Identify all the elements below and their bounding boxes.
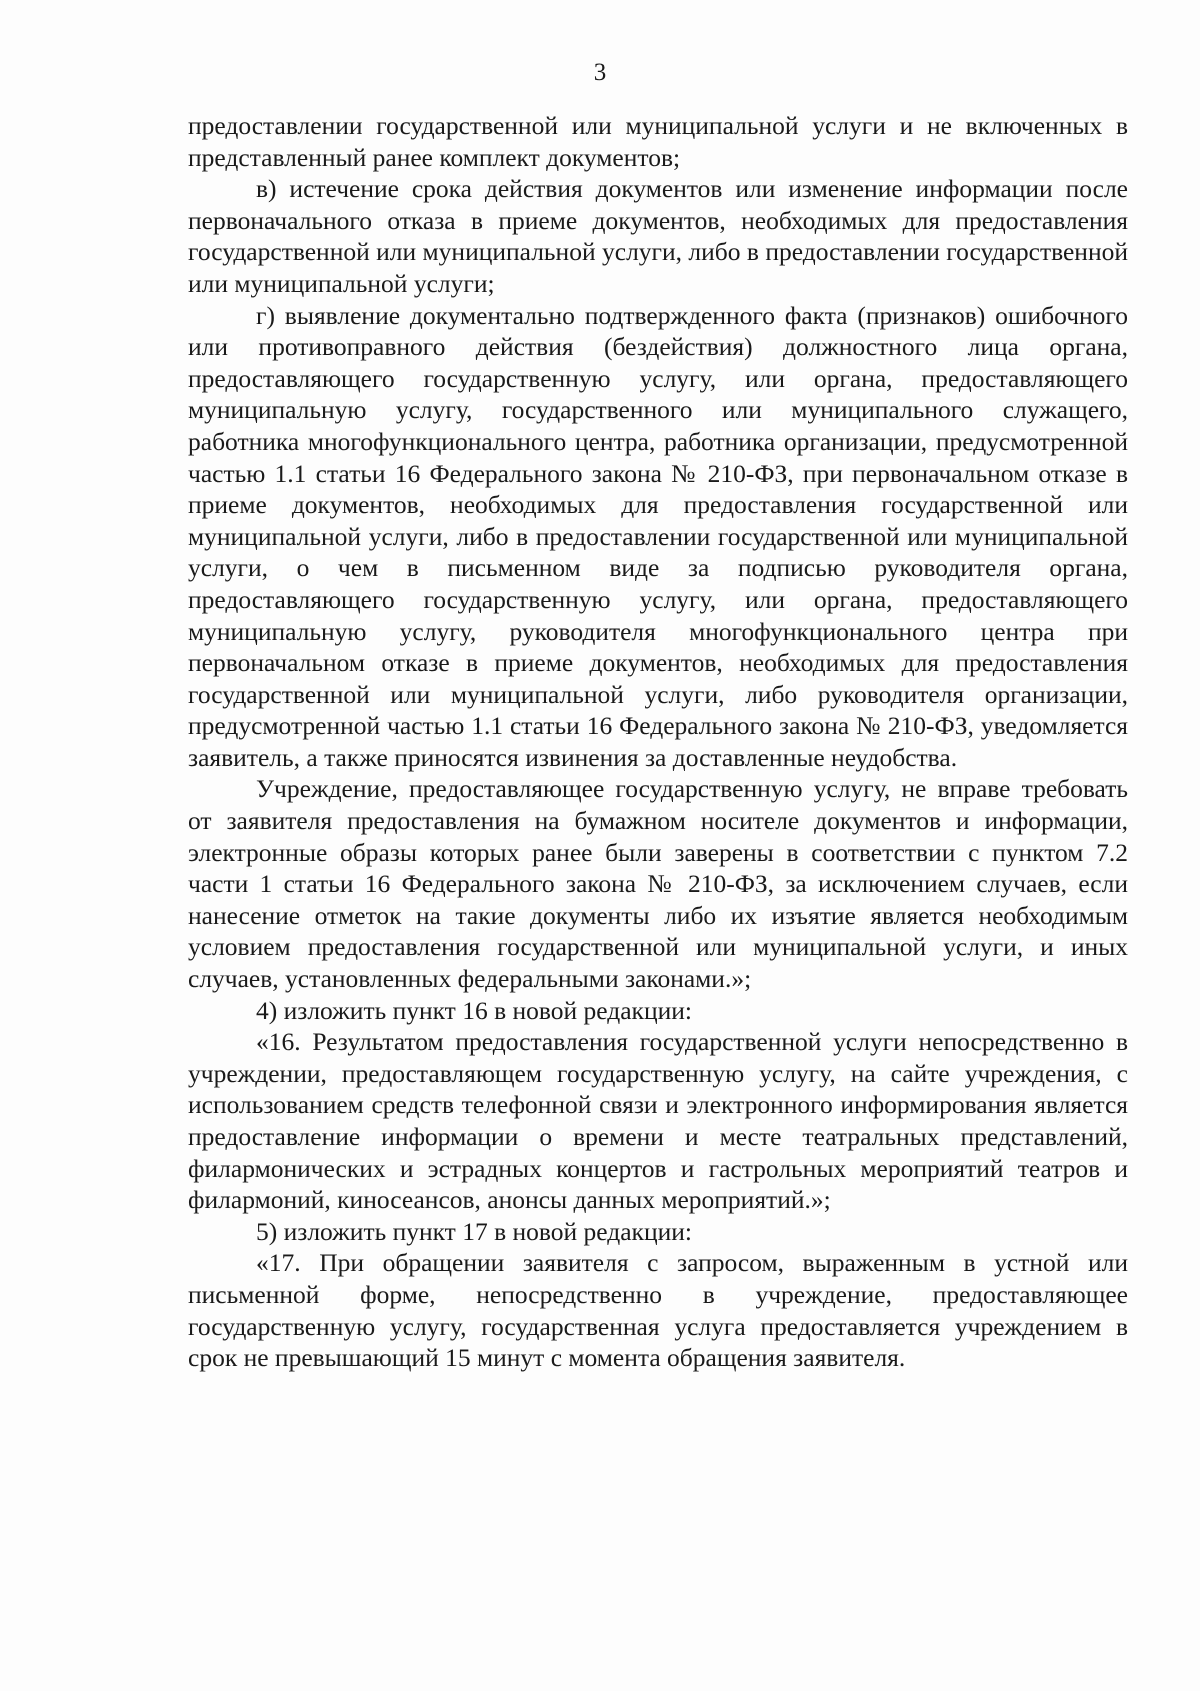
paragraph-clause-16: «16. Результатом предоставления государственной услуги непосредственно в учреждении, предоставляющем государственную услугу, на сайте учреждения, с использованием средств телефонной связи и электронного информирования является предоставление информации о времени и месте театральных представлений, филармонических и эстрадных концертов и гастрольных мероприятий театров и филармоний, киносеансов, анонсы данных мероприятий.»;	[188, 1027, 1128, 1215]
paragraph-clause-17: «17. При обращении заявителя с запросом, выраженным в устной или письменной форме, непосредственно в учреждение, предоставляющее государственную услугу, государственная услуга предоставляется учреждением в срок не превышающий 15 минут с момента обращения заявителя.	[188, 1248, 1128, 1373]
document-body	[188, 110, 1128, 1374]
paragraph-institution-rule: Учреждение, предоставляющее государственную услугу, не вправе требовать от заявителя предоставления на бумажном носителе документов и информации, электронные образы которых ранее были заверены в соответствии с пунктом 7.2 части 1 статьи 16 Федерального закона № 210-ФЗ, за исключением случаев, если нанесение отметок на такие документы либо их изъятие является необходимым условием предоставления государственной или муниципальной услуги, и иных случаев, установленных федеральными законами.»;	[188, 774, 1128, 994]
paragraph-amendment-4: 4) изложить пункт 16 в новой редакции:	[256, 995, 692, 1025]
paragraph-item-v: в) истечение срока действия документов или изменение информации после первоначального отказа в приеме документов, необходимых для предоставления государственной или муниципальной услуги, либо в предоставлении государственной или муниципальной услуги;	[188, 174, 1128, 298]
page-number: 3	[593, 59, 607, 86]
paragraph-continuation: предоставлении государственной или муниципальной услуги и не включенных в представленный ранее комплект документов;	[188, 111, 1128, 172]
paragraph-amendment-5: 5) изложить пункт 17 в новой редакции:	[256, 1216, 692, 1246]
paragraph-item-g: г) выявление документально подтвержденного факта (признаков) ошибочного или противоправного действия (бездействия) должностного лица органа, предоставляющего государственную услугу, или органа, предоставляющего муниципальную услугу, государственного или муниципального служащего, работника многофункционального центра, работника организации, предусмотренной частью 1.1 статьи 16 Федерального закона № 210-ФЗ, при первоначальном отказе в приеме документов, необходимых для предоставления государственной или муниципальной услуги, либо в предоставлении государственной или муниципальной услуги, о чем в письменном виде за подписью руководителя органа, предоставляющего государственную услугу, или органа, предоставляющего муниципальную услугу, руководителя многофункционального центра при первоначальном отказе в приеме документов, необходимых для предоставления государственной или муниципальной услуги, либо руководителя организации, предусмотренной частью 1.1 статьи 16 Федерального закона № 210-ФЗ, уведомляется заявитель, а также приносятся извинения за доставленные неудобства.	[188, 300, 1128, 772]
